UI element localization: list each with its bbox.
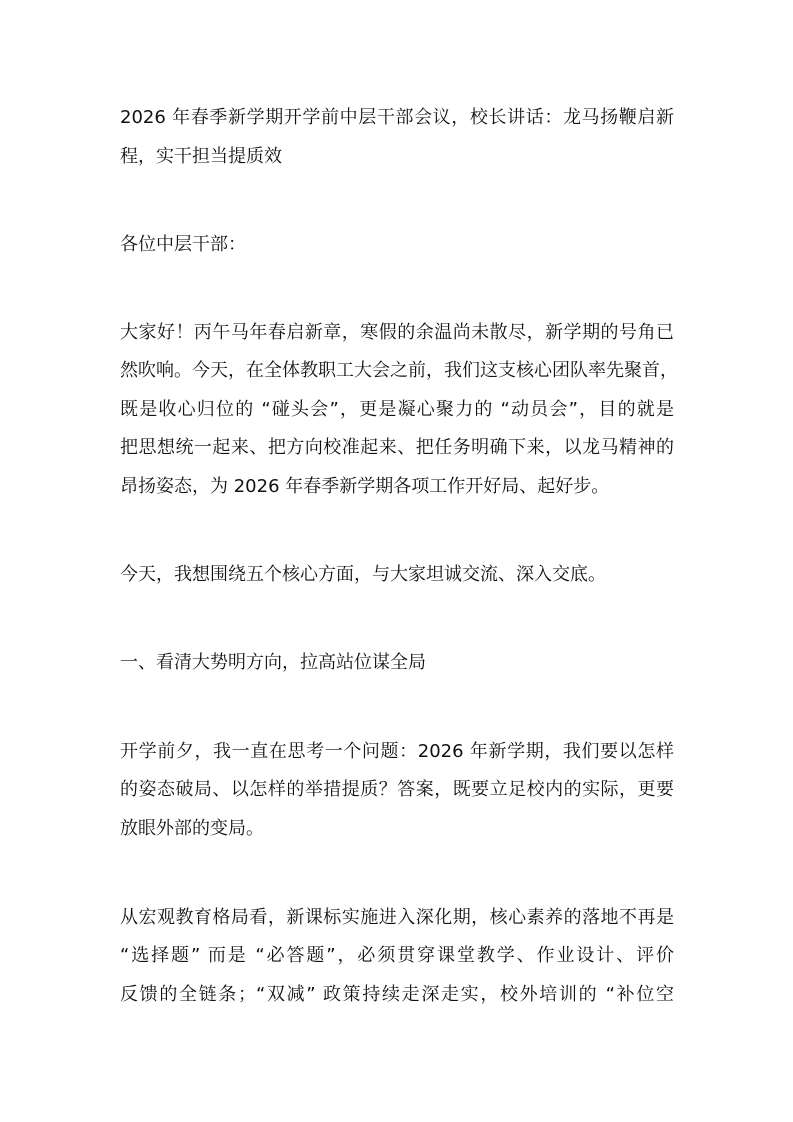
paragraph-line: 放眼外部的变局。 bbox=[120, 818, 264, 839]
paragraph-line: 大家好！丙午马年春启新章，寒假的余温尚未散尽，新学期的号角已 bbox=[120, 322, 674, 343]
document-title-line: 2026 年春季新学期开学前中层干部会议，校长讲话：龙马扬鞭启新 bbox=[120, 107, 674, 128]
paragraph-line: 既是收心归位的 “碰头会”，更是凝心聚力的 “动员会”，目的就是 bbox=[120, 399, 674, 420]
paragraph-line: “选择题” 而是 “必答题”，必须贯穿课堂教学、作业设计、评价 bbox=[120, 945, 674, 966]
paragraph-line: 把思想统一起来、把方向校准起来、把任务明确下来，以龙马精神的 bbox=[120, 437, 674, 458]
paragraph-line: 反馈的全链条；“双减” 政策持续走深走实，校外培训的 “补位空 bbox=[120, 984, 674, 1005]
paragraph-line: 然吹响。今天，在全体教职工大会之前，我们这支核心团队率先聚首， bbox=[120, 360, 678, 381]
paragraph-line: 今天，我想围绕五个核心方面，与大家坦诚交流、深入交底。 bbox=[120, 564, 606, 585]
document-title-line: 程，实干担当提质效 bbox=[120, 146, 282, 167]
section-heading: 一、看清大势明方向，拉高站位谋全局 bbox=[120, 652, 426, 673]
paragraph-line: 昂扬姿态，为 2026 年春季新学期各项工作开好局、起好步。 bbox=[120, 476, 610, 497]
paragraph-line: 开学前夕，我一直在思考一个问题：2026 年新学期，我们要以怎样 bbox=[120, 741, 674, 762]
salutation: 各位中层干部： bbox=[120, 234, 246, 255]
paragraph-line: 的姿态破局、以怎样的举措提质？答案，既要立足校内的实际，更要 bbox=[120, 779, 674, 800]
paragraph-line: 从宏观教育格局看，新课标实施进入深化期，核心素养的落地不再是 bbox=[120, 907, 674, 928]
